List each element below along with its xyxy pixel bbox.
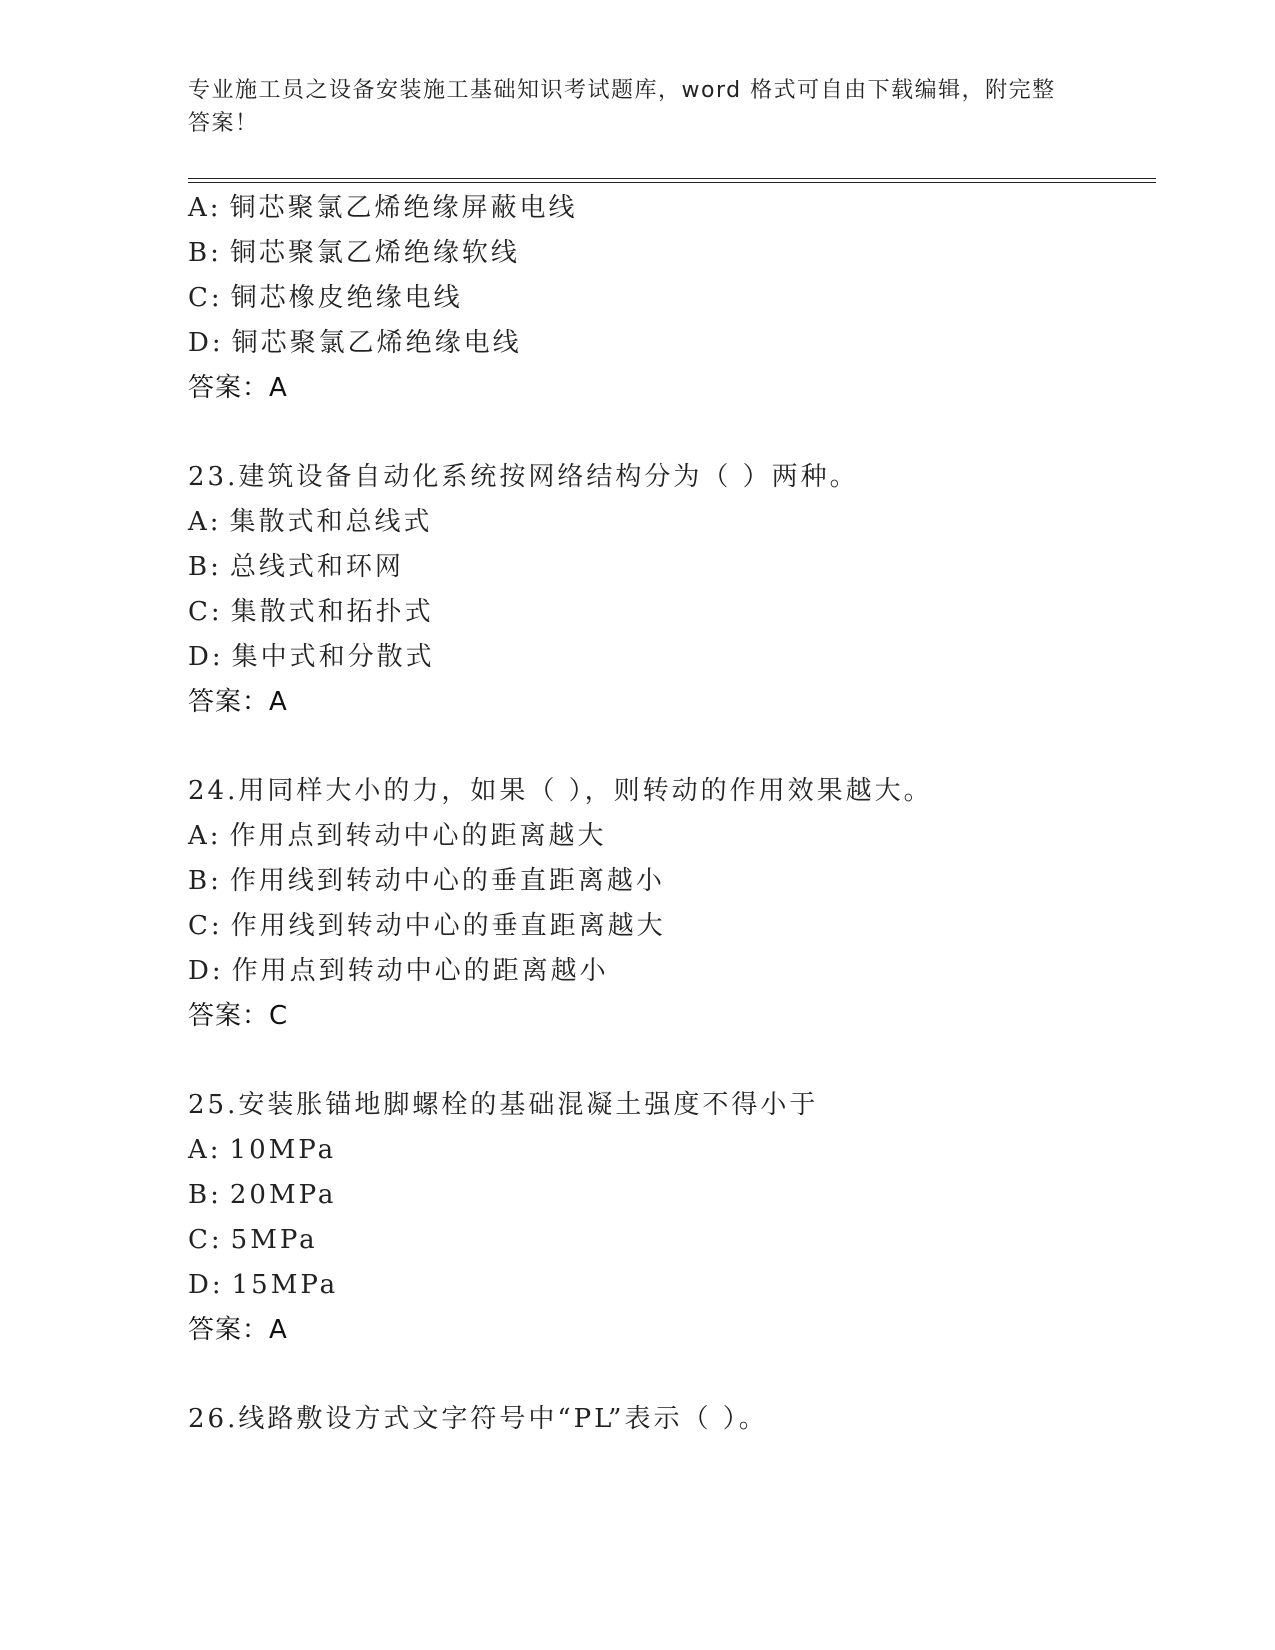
- q23-question: 23.建筑设备自动化系统按网络结构分为（ ）两种。: [188, 462, 859, 492]
- q25-option-a: A: 10MPa: [188, 1135, 337, 1165]
- header-rule-top: [188, 178, 1156, 179]
- q23-answer: 答案：A: [188, 687, 288, 717]
- q23-option-d: D: 集中式和分散式: [188, 642, 435, 672]
- q24-option-b: B: 作用线到转动中心的垂直距离越小: [188, 866, 665, 896]
- q22-option-d: D: 铜芯聚氯乙烯绝缘电线: [188, 328, 522, 358]
- q23-option-c: C: 集散式和拓扑式: [188, 597, 434, 627]
- q22-option-a: A: 铜芯聚氯乙烯绝缘屏蔽电线: [188, 193, 578, 223]
- q25-question: 25.安装胀锚地脚螺栓的基础混凝土强度不得小于: [188, 1090, 819, 1120]
- header-rule-bottom: [188, 182, 1156, 183]
- q22-option-b: B: 铜芯聚氯乙烯绝缘软线: [188, 238, 520, 268]
- q23-option-a: A: 集散式和总线式: [188, 507, 433, 537]
- q24-option-a: A: 作用点到转动中心的距离越大: [188, 821, 607, 851]
- q24-option-d: D: 作用点到转动中心的距离越小: [188, 956, 609, 986]
- q26-question: 26.线路敷设方式文字符号中“PL”表示（ ）。: [188, 1404, 768, 1434]
- q25-option-c: C: 5MPa: [188, 1225, 318, 1255]
- q25-option-d: D: 15MPa: [188, 1270, 339, 1300]
- q24-answer: 答案：C: [188, 1001, 289, 1031]
- q24-question: 24.用同样大小的力，如果（ ），则转动的作用效果越大。: [188, 776, 933, 806]
- document-header: 专业施工员之设备安装施工基础知识考试题库，word 格式可自由下载编辑，附完整答案！: [188, 78, 1056, 136]
- q25-answer: 答案：A: [188, 1315, 288, 1345]
- q22-option-c: C: 铜芯橡皮绝缘电线: [188, 283, 463, 313]
- q23-option-b: B: 总线式和环网: [188, 552, 404, 582]
- q24-option-c: C: 作用线到转动中心的垂直距离越大: [188, 911, 666, 941]
- q25-option-b: B: 20MPa: [188, 1180, 337, 1210]
- q22-answer: 答案：A: [188, 373, 288, 403]
